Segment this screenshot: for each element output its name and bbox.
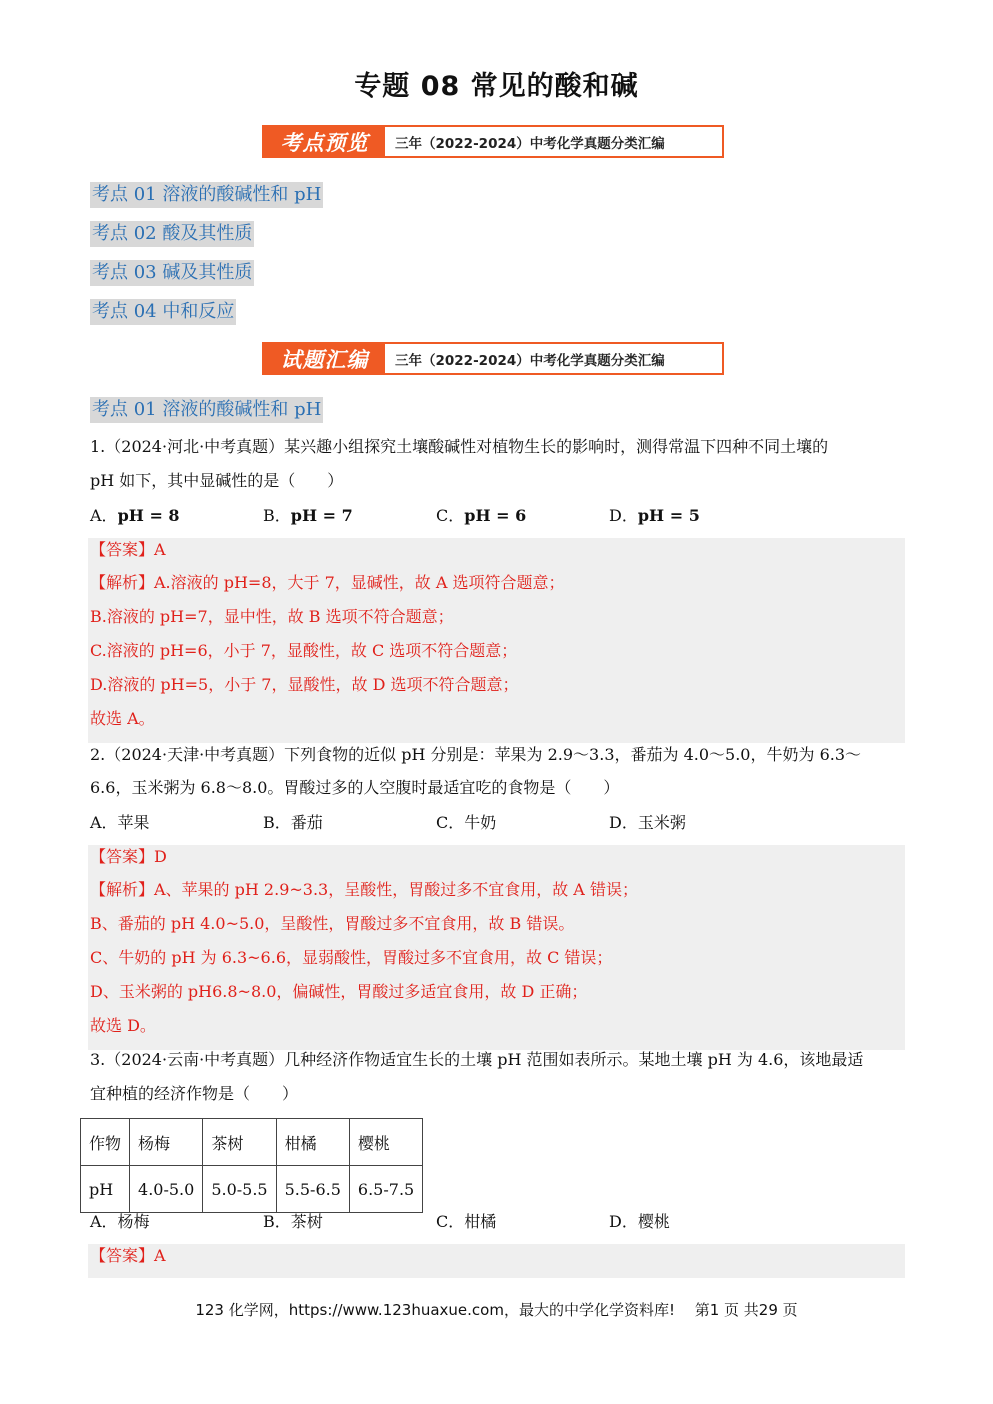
- crop-ph-table: [80, 1118, 423, 1213]
- banner-subtitle: 三年（2022-2024）中考化学真题分类汇编: [395, 352, 665, 369]
- option-label: A．: [90, 506, 118, 525]
- question-1-line-2: pH 如下，其中显碱性的是（ ）: [90, 471, 344, 490]
- question-1-options: [90, 505, 890, 527]
- table-header-row: [81, 1119, 423, 1166]
- explanation-line: 【解析】A、苹果的 pH 2.9~3.3，呈酸性，胃酸过多不宜食用，故 A 错误；: [90, 880, 638, 899]
- explanation-line: C.溶液的 pH=6，小于 7，显酸性，故 C 选项不符合题意；: [90, 641, 518, 660]
- option-d[interactable]: D．樱桃: [609, 1212, 670, 1231]
- question-2-line-1: 2.（2024·天津·中考真题）下列食物的近似 pH 分别是：苹果为 2.9～3.3，番茄为 4.0～5.0，牛奶为 6.3～: [90, 745, 862, 764]
- option-d[interactable]: D．玉米粥: [609, 813, 686, 832]
- option-a[interactable]: A．苹果: [90, 813, 150, 832]
- answer: 【答案】A: [90, 1246, 166, 1265]
- explanation-line: D.溶液的 pH=5，小于 7，显酸性，故 D 选项不符合题意；: [90, 675, 519, 694]
- section-heading: 考点 01 溶液的酸碱性和 pH: [90, 397, 323, 423]
- answer: 【答案】A: [90, 540, 166, 559]
- preview-banner: [262, 125, 724, 158]
- table-cell: 柑橘: [276, 1119, 349, 1166]
- table-cell: 4.0-5.0: [130, 1166, 203, 1213]
- table-cell: 茶树: [203, 1119, 276, 1166]
- table-cell: 作物: [81, 1119, 130, 1166]
- question-3-options: [90, 1211, 890, 1233]
- option-c[interactable]: [436, 505, 526, 527]
- option-label: D．: [609, 506, 638, 525]
- banner-subtitle: 三年（2022-2024）中考化学真题分类汇编: [395, 135, 665, 152]
- explanation-line: D、玉米粥的 pH6.8~8.0，偏碱性，胃酸过多适宜食用，故 D 正确；: [90, 982, 588, 1001]
- explanation-line: C、牛奶的 pH 为 6.3~6.6，显弱酸性，胃酸过多不宜食用，故 C 错误；: [90, 948, 613, 967]
- toc-item-2[interactable]: 考点 02 酸及其性质: [90, 221, 254, 247]
- option-d[interactable]: [609, 505, 700, 527]
- answer: 【答案】D: [90, 847, 167, 866]
- table-cell: 樱桃: [349, 1119, 422, 1166]
- option-value: pH = 7: [290, 506, 353, 525]
- question-2-options: [90, 812, 890, 834]
- explanation-line: 故选 D。: [90, 1016, 156, 1035]
- table-row: [81, 1166, 423, 1213]
- option-b[interactable]: B．茶树: [263, 1212, 323, 1231]
- question-3-line-1: 3.（2024·云南·中考真题）几种经济作物适宜生长的土壤 pH 范围如表所示。某地土壤 pH 为 4.6，该地最适: [90, 1050, 864, 1069]
- explanation-line: B、番茄的 pH 4.0~5.0，呈酸性，胃酸过多不宜食用，故 B 错误。: [90, 914, 575, 933]
- explanation-line: 【解析】A.溶液的 pH=8，大于 7，显碱性，故 A 选项符合题意；: [90, 573, 565, 592]
- option-b[interactable]: B．番茄: [263, 813, 323, 832]
- answer-box-2: [88, 845, 905, 1050]
- table-cell: 杨梅: [130, 1119, 203, 1166]
- option-label: C．: [436, 506, 465, 525]
- option-b[interactable]: [263, 505, 353, 527]
- table-cell: 5.5-6.5: [276, 1166, 349, 1213]
- option-label: B．: [263, 506, 291, 525]
- option-a[interactable]: A．杨梅: [90, 1212, 150, 1231]
- page-footer: 123 化学网，https://www.123huaxue.com，最大的中学化学资料库! 第1 页 共29 页: [195, 1301, 798, 1319]
- toc-item-3[interactable]: 考点 03 碱及其性质: [90, 260, 254, 286]
- option-c[interactable]: C．牛奶: [436, 813, 497, 832]
- question-1-line-1: 1.（2024·河北·中考真题）某兴趣小组探究土壤酸碱性对植物生长的影响时，测得常温下四种不同土壤的: [90, 437, 829, 456]
- toc-item-1[interactable]: 考点 01 溶液的酸碱性和 pH: [90, 182, 323, 208]
- question-2-line-2: 6.6，玉米粥为 6.8～8.0。胃酸过多的人空腹时最适宜吃的食物是（ ）: [90, 778, 620, 797]
- option-value: pH = 8: [117, 506, 180, 525]
- toc-item-4[interactable]: 考点 04 中和反应: [90, 299, 236, 325]
- option-c[interactable]: C．柑橘: [436, 1212, 497, 1231]
- answer-box-1: [88, 538, 905, 743]
- table-cell: 5.0-5.5: [203, 1166, 276, 1213]
- page-title: 专题 08 常见的酸和碱: [354, 71, 639, 102]
- table-cell: 6.5-7.5: [349, 1166, 422, 1213]
- option-value: pH = 6: [464, 506, 527, 525]
- question-3-line-2: 宜种植的经济作物是（ ）: [90, 1084, 299, 1103]
- option-value: pH = 5: [637, 506, 700, 525]
- option-a[interactable]: [90, 505, 180, 527]
- answer-box-3: [88, 1244, 905, 1278]
- table-cell: pH: [81, 1166, 130, 1213]
- banner-tag: 试题汇编: [264, 344, 385, 373]
- explanation-line: B.溶液的 pH=7，显中性，故 B 选项不符合题意；: [90, 607, 454, 626]
- explanation-line: 故选 A。: [90, 709, 155, 728]
- exercise-banner: [262, 342, 724, 375]
- banner-tag: 考点预览: [264, 127, 385, 156]
